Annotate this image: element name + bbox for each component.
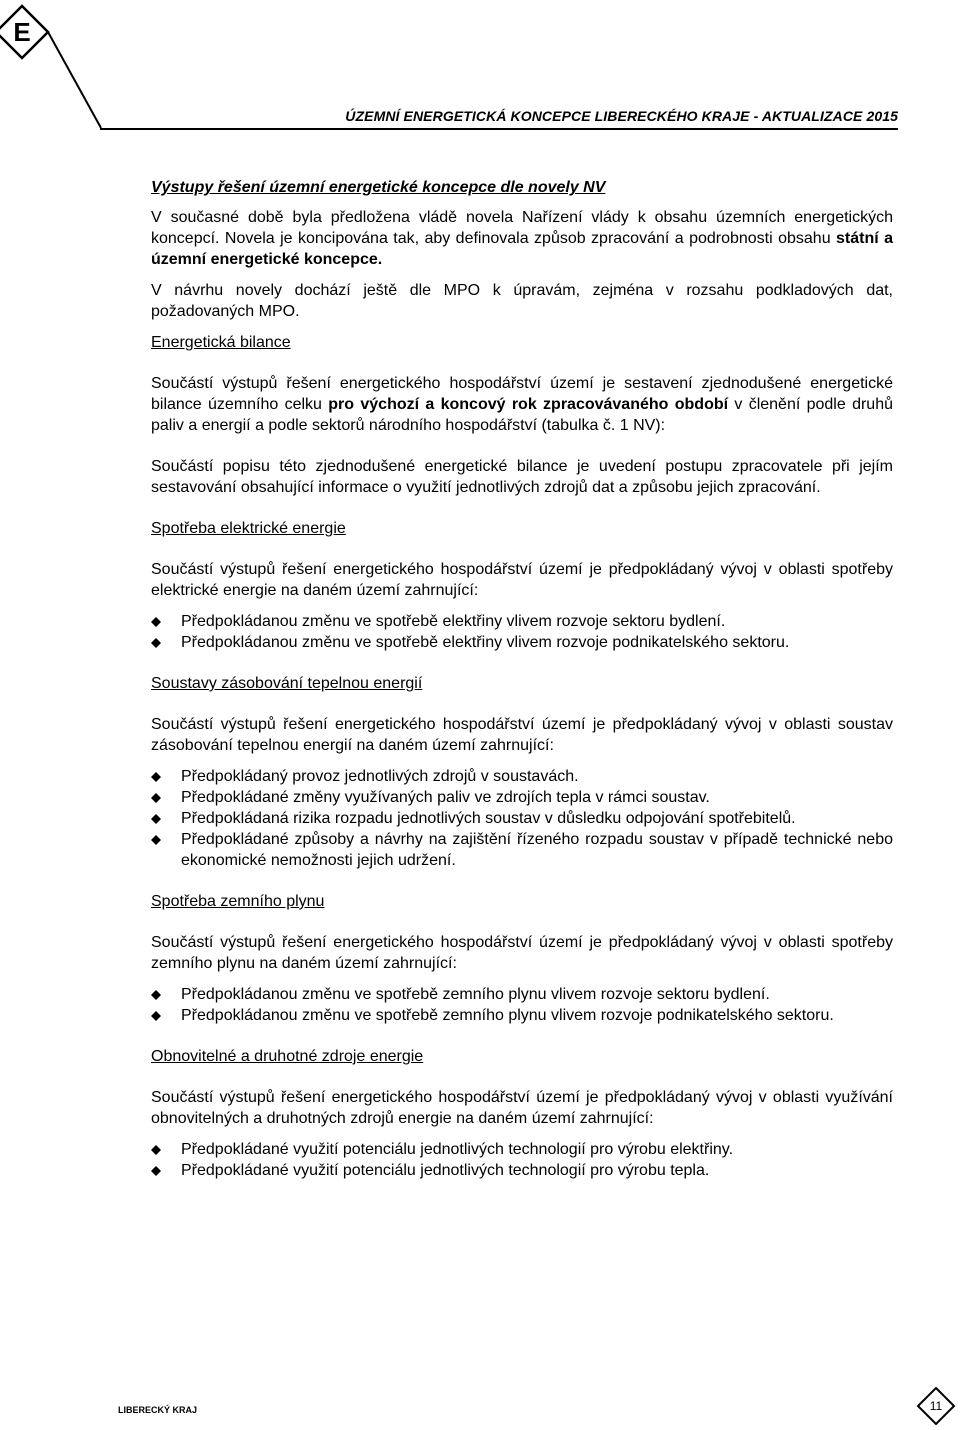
section-title-heat-supply: Soustavy zásobování tepelnou energií: [151, 675, 423, 692]
list-item: Předpokládané změny využívaných paliv ve zdrojích tepla v rámci soustav.: [151, 787, 893, 808]
diamond-bullet-icon: [151, 617, 161, 627]
diamond-bullet-icon: [151, 1166, 161, 1176]
electricity-paragraph: Součástí výstupů řešení energetického hospodářství území je předpokládaný vývoj v oblasti spotřeby elektrické energie na daném území zahrnující:: [151, 561, 893, 599]
list-item: Předpokládané využití potenciálu jednotlivých technologií pro výrobu elektřiny.: [151, 1139, 893, 1160]
footer-label: LIBERECKÝ KRAJ: [118, 1405, 198, 1415]
diamond-bullet-icon: [151, 772, 161, 782]
list-item: Předpokládaný provoz jednotlivých zdrojů v soustavách.: [151, 766, 893, 787]
diamond-bullet-icon: [151, 638, 161, 648]
diamond-bullet-icon: [151, 1011, 161, 1021]
diamond-bullet-icon: [151, 835, 161, 845]
section-title-renewables: Obnovitelné a druhotné zdroje energie: [151, 1048, 424, 1065]
list-item: Předpokládané využití potenciálu jednotlivých technologií pro výrobu tepla.: [151, 1160, 893, 1181]
section-title-electricity: Spotřeba elektrické energie: [151, 520, 346, 537]
renewables-paragraph: Součástí výstupů řešení energetického hospodářství území je předpokládaný vývoj v oblasti využívání obnovitelných a druhotných zdrojů energie na daném území zahrnující:: [151, 1089, 893, 1127]
header-title: ÚZEMNÍ ENERGETICKÁ KONCEPCE LIBERECKÉHO KRAJE - AKTUALIZACE 2015: [345, 108, 898, 124]
heat-supply-bullet-list: [151, 766, 893, 871]
list-item: Předpokládanou změnu ve spotřebě zemního plynu vlivem rozvoje sektoru bydlení.: [151, 984, 893, 1005]
energy-balance-paragraph-1: Součástí výstupů řešení energetického hospodářství území je sestavení zjednodušené energetické bilance územního celku pro výchozí a koncový rok zpracovávaného období v členění podle druhů paliv a energií a podle sektorů národního hospodářství (tabulka č. 1 NV):: [151, 375, 893, 434]
page-number: 11: [929, 1399, 943, 1413]
list-item: Předpokládanou změnu ve spotřebě elektřiny vlivem rozvoje podnikatelského sektoru.: [151, 632, 893, 653]
list-item: Předpokládanou změnu ve spotřebě zemního plynu vlivem rozvoje podnikatelského sektoru.: [151, 1005, 893, 1026]
main-heading: Výstupy řešení územní energetické koncepce dle novely NV: [151, 179, 606, 196]
diamond-bullet-icon: [151, 1145, 161, 1155]
e-diamond-logo-icon: [0, 0, 110, 130]
list-item: Předpokládaná rizika rozpadu jednotlivých soustav v důsledku odpojování spotřebitelů.: [151, 808, 893, 829]
section-title-energy-balance: Energetická bilance: [151, 334, 291, 351]
diamond-bullet-icon: [151, 990, 161, 1000]
intro-paragraph-2: V návrhu novely dochází ještě dle MPO k úpravám, zejména v rozsahu podkladových dat, požadovaných MPO.: [151, 282, 893, 320]
header-rule: [100, 128, 898, 130]
diamond-bullet-icon: [151, 814, 161, 824]
electricity-bullet-list: [151, 611, 893, 653]
list-item: Předpokládanou změnu ve spotřebě elektřiny vlivem rozvoje sektoru bydlení.: [151, 611, 893, 632]
natural-gas-bullet-list: [151, 984, 893, 1026]
diamond-bullet-icon: [151, 793, 161, 803]
logo-letter: E: [13, 17, 31, 47]
heat-supply-paragraph: Součástí výstupů řešení energetického hospodářství území je předpokládaný vývoj v oblasti soustav zásobování tepelnou energií na daném území zahrnující:: [151, 716, 893, 754]
natural-gas-paragraph: Součástí výstupů řešení energetického hospodářství území je předpokládaný vývoj v oblasti spotřeby zemního plynu na daném území zahrnující:: [151, 934, 893, 972]
energy-balance-paragraph-2: Součástí popisu této zjednodušené energetické bilance je uvedení postupu zpracovatele při jejím sestavování obsahující informace o využití jednotlivých zdrojů dat a způsobu jejich zpracování.: [151, 458, 893, 496]
section-title-natural-gas: Spotřeba zemního plynu: [151, 893, 325, 910]
list-item: Předpokládané způsoby a návrhy na zajištění řízeného rozpadu soustav v případě technické nebo ekonomické nemožnosti jejich udržení.: [151, 829, 893, 871]
intro-paragraph-1: V současné době byla předložena vládě novela Nařízení vlády k obsahu územních energetických koncepcí. Novela je koncipována tak, aby definovala způsob zpracování a podrobnosti obsahu státní a územní energetické koncepce.: [151, 209, 894, 268]
document-body: [151, 177, 893, 1181]
renewables-bullet-list: [151, 1139, 893, 1181]
